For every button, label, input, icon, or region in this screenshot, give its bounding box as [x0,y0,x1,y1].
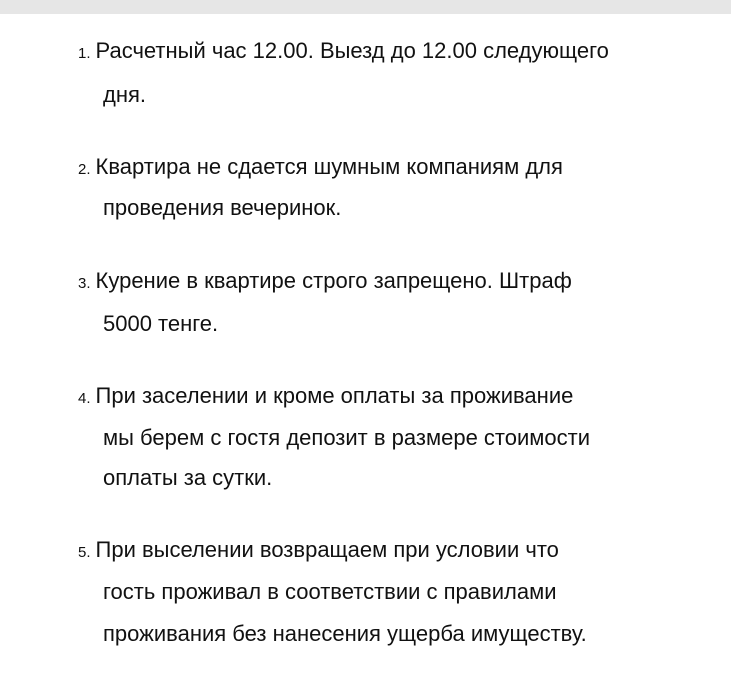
rule-text: Курение в квартире строго запрещено. Штраф [95,268,572,293]
rule-line [78,154,563,183]
rule-line: проведения вечеринок. [103,195,342,220]
rule-text: Квартира не сдается шумным компаниям для [95,154,563,179]
rule-number: 5. [78,544,91,561]
rule-line [78,38,609,67]
rule-line: гость проживал в соответствии с правилами [103,579,557,604]
rule-line [78,268,572,297]
rule-line [78,537,559,566]
rule-line: 5000 тенге. [103,311,219,336]
rule-number: 1. [78,45,91,62]
rule-text: Расчетный час 12.00. Выезд до 12.00 следующего [95,38,609,63]
rule-line: мы берем с гостя депозит в размере стоимости [103,425,591,450]
rule-line: проживания без нанесения ущерба имуществу. [103,621,587,646]
rule-line [78,383,573,412]
rule-number: 3. [78,275,91,292]
rule-number: 4. [78,390,91,407]
rule-number: 2. [78,161,91,178]
rule-text: При заселении и кроме оплаты за проживание [95,383,574,408]
rule-text: При выселении возвращаем при условии что [95,537,559,562]
rule-line: дня. [103,82,147,107]
rule-line: оплаты за сутки. [103,465,273,490]
